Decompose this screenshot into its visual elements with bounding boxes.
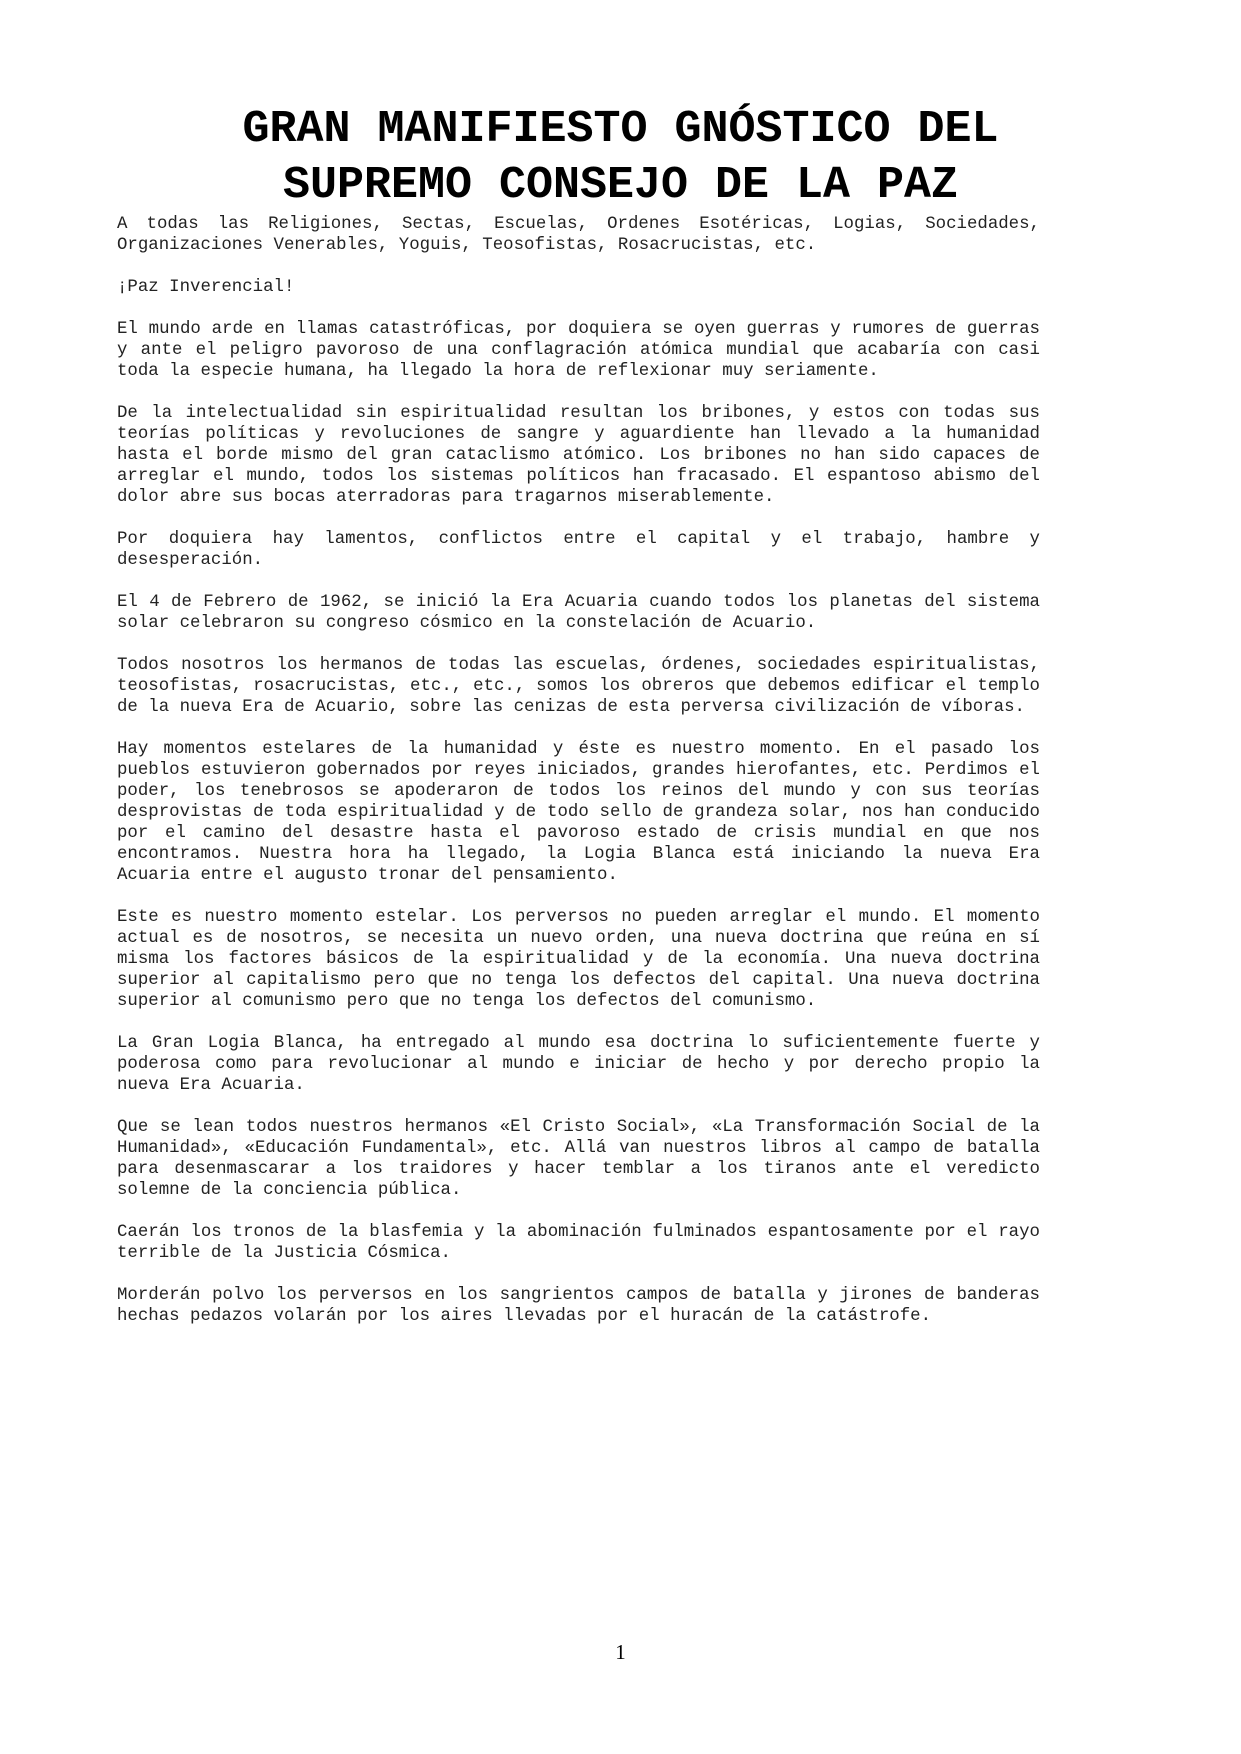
paragraph-greeting: ¡Paz Inverencial! (117, 278, 295, 297)
paragraph: Este es nuestro momento estelar. Los perversos no pueden arreglar el mundo. El momento actual es de nosotros, se necesita un nuevo orden, una nueva doctrina que reúna en sí misma los factores básicos de la espiritualidad y de la economía. Una nueva doctrina superior al capitalismo pero que no tenga los defectos del capital. Una nueva doctrina superior al comunismo pero que no tenga los defectos del comunismo. (117, 908, 1040, 1011)
title-line-1: GRAN MANIFIESTO GNÓSTICO DEL (242, 104, 999, 156)
paragraph: El mundo arde en llamas catastróficas, por doquiera se oyen guerras y rumores de guerras y ante el peligro pavoroso de una conflagración atómica mundial que acabaría con casi toda la especie humana, ha llegado la hora de reflexionar muy seriamente. (117, 320, 1040, 381)
paragraph: Que se lean todos nuestros hermanos «El Cristo Social», «La Transformación Social de la Humanidad», «Educación Fundamental», etc. Allá van nuestros libros al campo de batalla para desenmascarar a los traidores y hacer temblar a los tiranos ante el veredicto solemne de la conciencia pública. (117, 1118, 1040, 1200)
title-line-2: SUPREMO CONSEJO DE LA PAZ (282, 160, 959, 212)
paragraph: De la intelectualidad sin espiritualidad resultan los bribones, y estos con todas sus teorías políticas y revoluciones de sangre y aguardiente han llevado a la humanidad hasta el borde mismo del gran cataclismo atómico. Los bribones no han sido capaces de arreglar el mundo, todos los sistemas políticos han fracasado. El espantoso abismo del dolor abre sus bocas aterradoras para tragarnos miserablemente. (117, 404, 1040, 507)
paragraph: La Gran Logia Blanca, ha entregado al mundo esa doctrina lo suficientemente fuerte y poderosa como para revolucionar al mundo e iniciar de hecho y por derecho propio la nueva Era Acuaria. (117, 1034, 1040, 1095)
page-number: 1 (615, 1640, 626, 1664)
document-title (0, 102, 1241, 214)
paragraph: Por doquiera hay lamentos, conflictos entre el capital y el trabajo, hambre y desesperación. (117, 530, 1040, 570)
paragraph: Caerán los tronos de la blasfemia y la abominación fulminados espantosamente por el rayo terrible de la Justicia Cósmica. (117, 1223, 1040, 1263)
paragraph: Todos nosotros los hermanos de todas las escuelas, órdenes, sociedades espiritualistas, teosofistas, rosacrucistas, etc., etc., somos los obreros que debemos edificar el templo de la nueva Era de Acuario, sobre las cenizas de esta perversa civilización de víboras. (117, 656, 1040, 717)
paragraph-salutation-addressees: A todas las Religiones, Sectas, Escuelas, Ordenes Esotéricas, Logias, Sociedades, Organizaciones Venerables, Yoguis, Teosofistas, Rosacrucistas, etc. (117, 215, 1040, 255)
paragraph: El 4 de Febrero de 1962, se inició la Era Acuaria cuando todos los planetas del sistema solar celebraron su congreso cósmico en la constelación de Acuario. (117, 593, 1040, 633)
paragraph: Morderán polvo los perversos en los sangrientos campos de batalla y jirones de banderas hechas pedazos volarán por los aires llevadas por el huracán de la catástrofe. (117, 1286, 1040, 1326)
document-body (117, 214, 1040, 1348)
paragraph: Hay momentos estelares de la humanidad y éste es nuestro momento. En el pasado los pueblos estuvieron gobernados por reyes iniciados, grandes hierofantes, etc. Perdimos el poder, los tenebrosos se apoderaron de todos los reinos del mundo y con sus teorías desprovistas de toda espiritualidad y de todo sello de grandeza solar, nos han conducido por el camino del desastre hasta el pavoroso estado de crisis mundial en que nos encontramos. Nuestra hora ha llegado, la Logia Blanca está iniciando la nueva Era Acuaria entre el augusto tronar del pensamiento. (117, 740, 1040, 885)
